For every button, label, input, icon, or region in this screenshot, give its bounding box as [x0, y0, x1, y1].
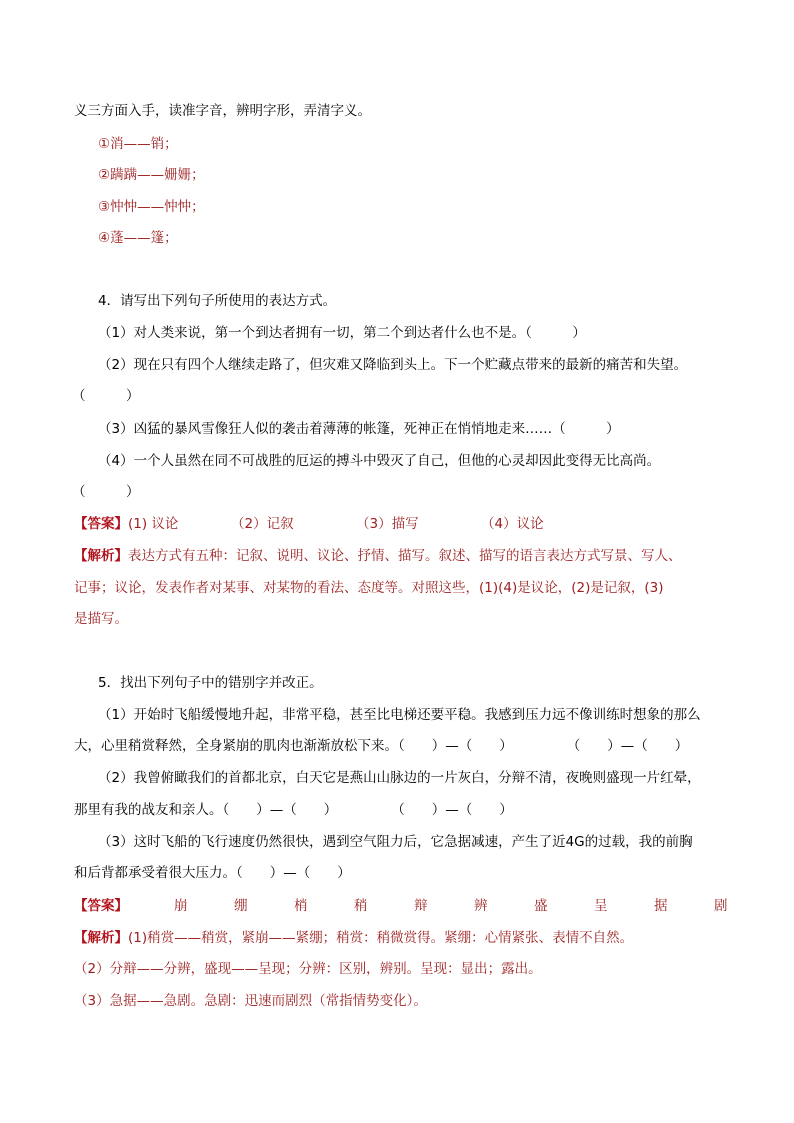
answer-label: 【答案】	[74, 516, 128, 532]
q5-answer-row	[74, 896, 728, 916]
q5-answer-6: 辨	[474, 898, 488, 914]
q5-analysis-row-1	[74, 928, 633, 948]
q5-answer-1: 崩	[174, 898, 188, 914]
analysis-label: 【解析】	[74, 548, 128, 564]
q4-answer-2: （2）记叙	[231, 516, 294, 532]
q5-answer-7: 盛	[534, 898, 548, 914]
q4-sentence-3: （3）凶猛的暴风雪像狂人似的袭击着薄薄的帐篷，死神正在悄悄地走来……（ ）	[98, 421, 620, 437]
q4-answer-4: （4）议论	[481, 516, 544, 532]
q4-sentence-1: （1）对人类来说，第一个到达者拥有一切，第二个到达者什么也不是。（ ）	[98, 325, 586, 341]
q4-analysis-text-2: 记事；议论，发表作者对某事、对某物的看法、态度等。对照这些，(1)(4)是议论，(2)是记叙，(3)	[74, 580, 664, 596]
q5-sentence-3a: （3）这时飞船的飞行速度仍然很快，遇到空气阻力后，它急据减速，产生了近4G的过载，我的前胸	[98, 834, 693, 850]
q4-sentence-2-blank: （ ）	[72, 388, 140, 404]
q5-sentence-1b: 大，心里稍赏释然，全身紧崩的肌肉也渐渐放松下来。（ ）—（ ） （ ）—（ ）	[74, 738, 689, 754]
q4-sentence-4-blank: （ ）	[72, 484, 140, 500]
answer-label: 【答案】	[74, 898, 128, 914]
q5-title: 5．找出下列句子中的错别字并改正。	[98, 675, 323, 691]
q5-answer-2: 绷	[234, 898, 248, 914]
q5-analysis-text-2: （2）分辩——分辨，盛现——呈现；分辨：区别，辨别。呈现：显出；露出。	[74, 961, 542, 977]
q4-sentence-4: （4）一个人虽然在同不可战胜的厄运的搏斗中毁灭了自己，但他的心灵却因此变得无比高尚。	[98, 453, 661, 469]
q5-sentence-2a: （2）我曾俯瞰我们的首都北京，白天它是燕山山脉边的一片灰白，分辩不清，夜晚则盛现一片红晕，	[98, 770, 701, 786]
q5-sentence-1a: （1）开始时飞船缓慢地升起，非常平稳，甚至比电梯还要平稳。我感到压力远不像训练时想象的那么	[98, 707, 701, 723]
q5-sentence-2b: 那里有我的战友和亲人。（ ）—（ ） （ ）—（ ）	[74, 802, 513, 818]
q4-analysis-row-1	[74, 546, 682, 566]
q5-analysis-text-1: (1)稍赏——稍赏，紧崩——紧绷；稍赏：稍微赏得。紧绷：心情紧张、表情不自然。	[128, 930, 634, 946]
q5-answer-9: 据	[654, 898, 668, 914]
q5-answer-5: 辩	[414, 898, 428, 914]
q3-item-1: ①消——销；	[98, 136, 178, 152]
q5-answer-10: 剧	[714, 898, 728, 914]
q4-answer-3: （3）描写	[356, 516, 419, 532]
q5-answer-4: 稍	[354, 898, 368, 914]
q5-sentence-3b: 和后背都承受着很大压力。（ ）—（ ）	[74, 865, 351, 881]
q4-analysis-text-3: 是描写。	[74, 611, 128, 627]
q5-answer-8: 呈	[594, 898, 608, 914]
q4-title: 4．请写出下列句子所使用的表达方式。	[98, 293, 337, 309]
q5-answer-3: 梢	[294, 898, 308, 914]
q3-intro: 义三方面入手，读准字音，辨明字形，弄清字义。	[74, 103, 371, 119]
q3-item-4: ④蓬——篷；	[98, 230, 178, 246]
q3-item-3: ③忡忡——忡忡；	[98, 199, 205, 215]
analysis-label: 【解析】	[74, 930, 128, 946]
q4-sentence-2: （2）现在只有四个人继续走路了，但灾难又降临到头上。下一个贮藏点带来的最新的痛苦和失望。	[98, 357, 688, 373]
q4-answer-row	[74, 514, 544, 534]
q5-analysis-text-3: （3）急据——急剧。急剧：迅速而剧烈（常指情势变化）。	[74, 993, 427, 1009]
q3-item-2: ②蹒蹒——姗姗；	[98, 167, 205, 183]
q4-analysis-text-1: 表达方式有五种：记叙、说明、议论、抒情、描写。叙述、描写的语言表达方式写景、写人、	[128, 548, 682, 564]
q4-answer-1: (1) 议论	[128, 516, 179, 532]
